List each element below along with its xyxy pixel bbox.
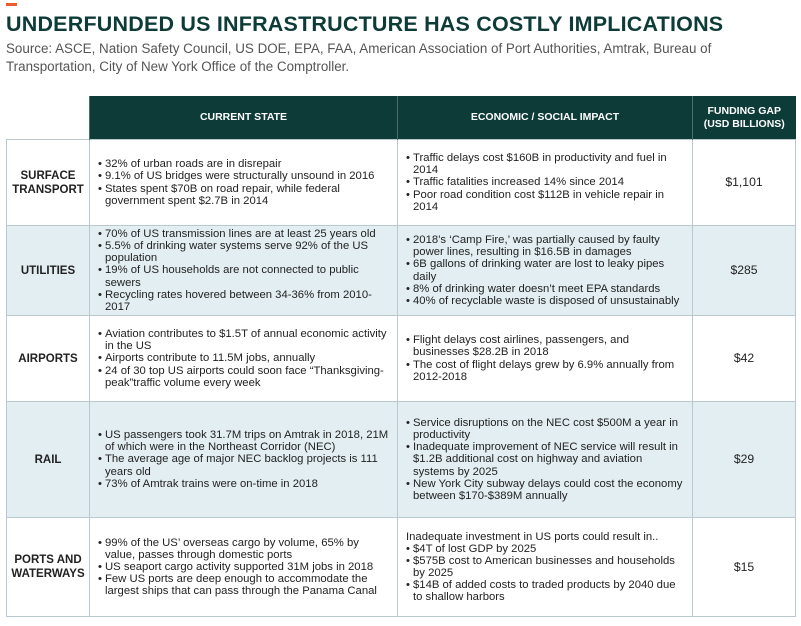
header-row — [7, 96, 796, 140]
table-row — [7, 402, 796, 518]
list-item: • 24 of 30 top US airports could soon face “Thanksgiving-peak”traffic volume every week — [98, 365, 391, 389]
list-item: • $4T of lost GDP by 2025 — [406, 543, 686, 555]
table-row — [7, 140, 796, 226]
list-item: • 70% of US transmission lines are at least 25 years old — [98, 228, 391, 240]
header-empty-cell — [7, 96, 90, 140]
funding-gap-value: $29 — [693, 402, 796, 518]
impact-intro: Inadequate investment in US ports could result in.. — [406, 530, 659, 543]
accent-bar — [6, 3, 17, 6]
source-note: Source: ASCE, Nation Safety Council, US DOE, EPA, FAA, American Association of Port Authorities, Amtrak, Bureau of Transportation, City of New York Office of the Comptroller. — [6, 41, 712, 74]
current-state-cell-list — [98, 158, 391, 206]
impact-cell-list — [406, 334, 686, 382]
header-current-state: CURRENT STATE — [90, 96, 398, 140]
list-item: • Traffic delays cost $160B in productivity and fuel in 2014 — [406, 152, 686, 176]
list-item: • $575B cost to American businesses and households by 2025 — [406, 555, 686, 579]
row-category: RAIL — [7, 402, 90, 518]
row-category: PORTS AND WATERWAYS — [7, 518, 90, 617]
list-item: • 8% of drinking water doesn’t meet EPA standards — [406, 283, 686, 295]
list-item: • Flight delays cost airlines, passengers, and businesses $28.2B in 2018 — [406, 334, 686, 358]
table-row — [7, 518, 796, 617]
list-item: • 40% of recyclable waste is disposed of unsustainably — [406, 295, 686, 307]
list-item: • 2018’s ‘Camp Fire,’ was partially caused by faulty power lines, resulting in $16.5B in damages — [406, 234, 686, 258]
row-category: AIRPORTS — [7, 316, 90, 402]
list-item: • 19% of US households are not connected to public sewers — [98, 264, 391, 288]
current-state-cell — [90, 226, 398, 316]
list-item: • Poor road condition cost $112B in vehicle repair in 2014 — [406, 189, 686, 213]
list-item: • 6B gallons of drinking water are lost to leaky pipes daily — [406, 258, 686, 282]
impact-cell — [398, 518, 693, 617]
list-item: • Airports contribute to 11.5M jobs, annually — [98, 352, 391, 364]
list-item: • Recycling rates hovered between 34-36% from 2010-2017 — [98, 289, 391, 313]
page-title: UNDERFUNDED US INFRASTRUCTURE HAS COSTLY IMPLICATIONS — [6, 12, 724, 36]
table-row — [7, 226, 796, 316]
list-item: • New York City subway delays could cost the economy between $170-$389M annually — [406, 478, 686, 502]
list-item: • 9.1% of US bridges were structurally unsound in 2016 — [98, 170, 391, 182]
table-row — [7, 316, 796, 402]
funding-gap-value: $42 — [693, 316, 796, 402]
impact-cell-list — [406, 543, 686, 603]
list-item: • Inadequate improvement of NEC service will result in $1.2B additional cost on highway and aviation systems by 2025 — [406, 441, 686, 477]
current-state-cell-list — [98, 537, 391, 597]
impact-cell — [398, 140, 693, 226]
current-state-cell — [90, 518, 398, 617]
impact-cell — [398, 226, 693, 316]
impact-cell — [398, 316, 693, 402]
list-item: • The average age of major NEC backlog projects is 111 years old — [98, 453, 391, 477]
impact-cell-list — [406, 417, 686, 502]
current-state-cell — [90, 316, 398, 402]
list-item: • 32% of urban roads are in disrepair — [98, 158, 391, 170]
list-item: • Aviation contributes to $1.5T of annual economic activity in the US — [98, 328, 391, 352]
funding-gap-value: $285 — [693, 226, 796, 316]
list-item: • Few US ports are deep enough to accommodate the largest ships that can pass through the Panama Canal — [98, 573, 391, 597]
list-item: • $14B of added costs to traded products by 2040 due to shallow harbors — [406, 579, 686, 603]
current-state-cell-list — [98, 429, 391, 489]
list-item: • The cost of flight delays grew by 6.9% annually from 2012-2018 — [406, 359, 686, 383]
funding-gap-value: $1,101 — [693, 140, 796, 226]
header-funding-gap: FUNDING GAP (USD BILLIONS) — [693, 96, 796, 140]
current-state-cell — [90, 402, 398, 518]
impact-cell — [398, 402, 693, 518]
list-item: • 99% of the US’ overseas cargo by volume, 65% by value, passes through domestic ports — [98, 537, 391, 561]
list-item: • Traffic fatalities increased 14% since 2014 — [406, 176, 686, 188]
current-state-cell-list — [98, 228, 391, 313]
current-state-cell-list — [98, 328, 391, 388]
row-category: SURFACE TRANSPORT — [7, 140, 90, 226]
row-category: UTILITIES — [7, 226, 90, 316]
impact-cell-list — [406, 152, 686, 212]
list-item: • US seaport cargo activity supported 31M jobs in 2018 — [98, 561, 391, 573]
impact-cell-list — [406, 234, 686, 307]
list-item: • US passengers took 31.7M trips on Amtrak in 2018, 21M of which were in the Northeast Corridor (NEC) — [98, 429, 391, 453]
infrastructure-table — [6, 96, 796, 617]
list-item: • 5.5% of drinking water systems serve 92% of the US population — [98, 240, 391, 264]
header-impact: ECONOMIC / SOCIAL IMPACT — [398, 96, 693, 140]
funding-gap-value: $15 — [693, 518, 796, 617]
list-item: • 73% of Amtrak trains were on-time in 2018 — [98, 478, 391, 490]
table-body — [7, 140, 796, 617]
current-state-cell — [90, 140, 398, 226]
list-item: • States spent $70B on road repair, while federal government spent $2.7B in 2014 — [98, 183, 391, 207]
list-item: • Service disruptions on the NEC cost $500M a year in productivity — [406, 417, 686, 441]
